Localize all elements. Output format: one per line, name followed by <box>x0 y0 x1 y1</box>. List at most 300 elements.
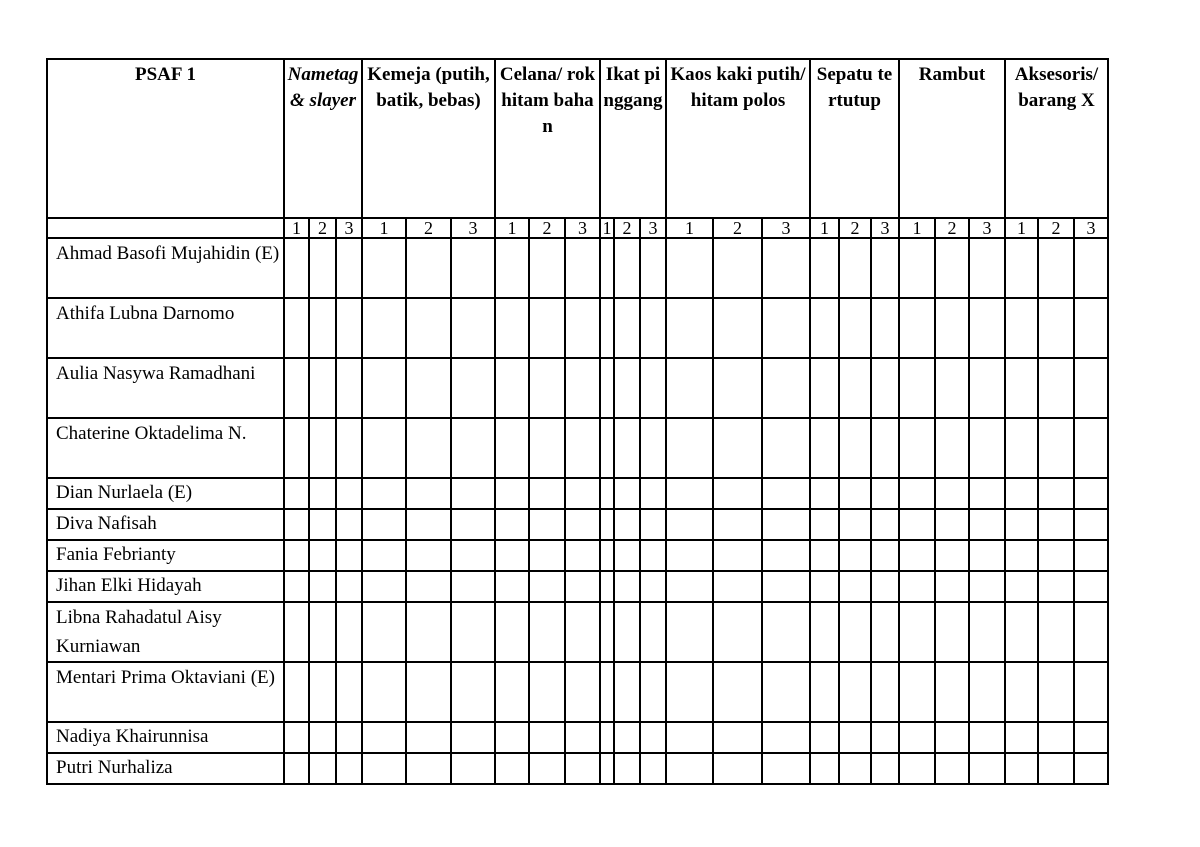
score-cell[interactable] <box>969 722 1005 753</box>
score-cell[interactable] <box>451 571 495 602</box>
score-cell[interactable] <box>309 540 336 571</box>
score-cell[interactable] <box>810 662 839 722</box>
score-cell[interactable] <box>495 571 529 602</box>
score-cell[interactable] <box>565 509 600 540</box>
score-cell[interactable] <box>614 509 640 540</box>
score-cell[interactable] <box>362 238 406 298</box>
score-cell[interactable] <box>1074 662 1108 722</box>
score-cell[interactable] <box>1038 540 1074 571</box>
score-cell[interactable] <box>1074 298 1108 358</box>
score-cell[interactable] <box>969 753 1005 784</box>
score-cell[interactable] <box>810 540 839 571</box>
score-cell[interactable] <box>762 571 810 602</box>
score-cell[interactable] <box>1074 571 1108 602</box>
score-cell[interactable] <box>666 478 713 509</box>
score-cell[interactable] <box>640 662 666 722</box>
score-cell[interactable] <box>762 358 810 418</box>
score-cell[interactable] <box>713 298 762 358</box>
score-cell[interactable] <box>565 358 600 418</box>
score-cell[interactable] <box>529 662 565 722</box>
score-cell[interactable] <box>600 478 614 509</box>
score-cell[interactable] <box>1005 238 1038 298</box>
score-cell[interactable] <box>899 753 935 784</box>
score-cell[interactable] <box>284 722 309 753</box>
score-cell[interactable] <box>713 478 762 509</box>
score-cell[interactable] <box>1038 722 1074 753</box>
score-cell[interactable] <box>406 298 451 358</box>
score-cell[interactable] <box>336 722 362 753</box>
score-cell[interactable] <box>762 509 810 540</box>
score-cell[interactable] <box>309 509 336 540</box>
score-cell[interactable] <box>666 358 713 418</box>
column-group-header: Kaos kaki putih/hitam polos <box>666 59 810 218</box>
score-cell[interactable] <box>1038 298 1074 358</box>
score-cell[interactable] <box>839 602 871 662</box>
score-cell[interactable] <box>871 509 899 540</box>
score-cell[interactable] <box>1038 571 1074 602</box>
score-cell[interactable] <box>1038 662 1074 722</box>
score-cell[interactable] <box>362 540 406 571</box>
score-cell[interactable] <box>935 238 969 298</box>
score-cell[interactable] <box>336 753 362 784</box>
score-cell[interactable] <box>336 418 362 478</box>
score-cell[interactable] <box>614 540 640 571</box>
score-cell[interactable] <box>969 478 1005 509</box>
score-cell[interactable] <box>529 238 565 298</box>
score-cell[interactable] <box>495 540 529 571</box>
table-row <box>47 662 1108 722</box>
score-cell[interactable] <box>406 540 451 571</box>
score-cell[interactable] <box>810 753 839 784</box>
score-cell[interactable] <box>362 418 406 478</box>
score-cell[interactable] <box>762 298 810 358</box>
score-cell[interactable] <box>640 540 666 571</box>
score-cell[interactable] <box>529 753 565 784</box>
score-cell[interactable] <box>935 753 969 784</box>
score-cell[interactable] <box>1074 509 1108 540</box>
score-cell[interactable] <box>810 722 839 753</box>
score-cell[interactable] <box>614 753 640 784</box>
score-cell[interactable] <box>713 753 762 784</box>
score-cell[interactable] <box>969 602 1005 662</box>
score-cell[interactable] <box>871 753 899 784</box>
score-cell[interactable] <box>495 662 529 722</box>
score-cell[interactable] <box>935 298 969 358</box>
score-cell[interactable] <box>935 478 969 509</box>
score-cell[interactable] <box>762 238 810 298</box>
score-cell[interactable] <box>1005 602 1038 662</box>
score-cell[interactable] <box>871 478 899 509</box>
score-cell[interactable] <box>614 722 640 753</box>
score-cell[interactable] <box>406 418 451 478</box>
score-cell[interactable] <box>899 478 935 509</box>
score-cell[interactable] <box>451 358 495 418</box>
score-cell[interactable] <box>935 662 969 722</box>
score-cell[interactable] <box>1074 238 1108 298</box>
score-cell[interactable] <box>600 358 614 418</box>
score-cell[interactable] <box>666 418 713 478</box>
score-cell[interactable] <box>839 571 871 602</box>
score-cell[interactable] <box>1074 358 1108 418</box>
score-cell[interactable] <box>762 722 810 753</box>
sub-column-number: 3 <box>1074 218 1108 238</box>
score-cell[interactable] <box>451 753 495 784</box>
score-cell[interactable] <box>871 358 899 418</box>
score-cell[interactable] <box>600 298 614 358</box>
score-cell[interactable] <box>614 602 640 662</box>
score-cell[interactable] <box>495 298 529 358</box>
score-cell[interactable] <box>969 571 1005 602</box>
score-cell[interactable] <box>309 298 336 358</box>
score-cell[interactable] <box>839 358 871 418</box>
score-cell[interactable] <box>336 478 362 509</box>
table-row <box>47 478 1108 509</box>
score-cell[interactable] <box>284 571 309 602</box>
score-cell[interactable] <box>336 358 362 418</box>
score-cell[interactable] <box>899 540 935 571</box>
score-cell[interactable] <box>713 571 762 602</box>
score-cell[interactable] <box>565 418 600 478</box>
score-cell[interactable] <box>1005 753 1038 784</box>
score-cell[interactable] <box>713 602 762 662</box>
score-cell[interactable] <box>640 358 666 418</box>
score-cell[interactable] <box>529 571 565 602</box>
score-cell[interactable] <box>1038 509 1074 540</box>
score-cell[interactable] <box>406 722 451 753</box>
score-cell[interactable] <box>1005 571 1038 602</box>
score-cell[interactable] <box>614 238 640 298</box>
score-cell[interactable] <box>309 358 336 418</box>
score-cell[interactable] <box>810 602 839 662</box>
score-cell[interactable] <box>762 540 810 571</box>
score-cell[interactable] <box>1005 540 1038 571</box>
score-cell[interactable] <box>640 478 666 509</box>
score-cell[interactable] <box>362 509 406 540</box>
score-cell[interactable] <box>336 509 362 540</box>
score-cell[interactable] <box>284 602 309 662</box>
score-cell[interactable] <box>495 478 529 509</box>
score-cell[interactable] <box>406 571 451 602</box>
table-row <box>47 753 1108 784</box>
score-cell[interactable] <box>529 358 565 418</box>
score-cell[interactable] <box>713 418 762 478</box>
score-cell[interactable] <box>600 753 614 784</box>
score-cell[interactable] <box>713 238 762 298</box>
score-cell[interactable] <box>1005 722 1038 753</box>
score-cell[interactable] <box>1005 662 1038 722</box>
score-cell[interactable] <box>762 753 810 784</box>
score-cell[interactable] <box>614 358 640 418</box>
score-cell[interactable] <box>565 571 600 602</box>
score-cell[interactable] <box>600 602 614 662</box>
score-cell[interactable] <box>666 662 713 722</box>
score-cell[interactable] <box>935 571 969 602</box>
score-cell[interactable] <box>362 358 406 418</box>
score-cell[interactable] <box>406 478 451 509</box>
score-cell[interactable] <box>336 662 362 722</box>
score-cell[interactable] <box>614 662 640 722</box>
score-cell[interactable] <box>839 418 871 478</box>
score-cell[interactable] <box>666 571 713 602</box>
score-cell[interactable] <box>839 509 871 540</box>
score-cell[interactable] <box>1005 298 1038 358</box>
score-cell[interactable] <box>871 571 899 602</box>
score-cell[interactable] <box>406 753 451 784</box>
score-cell[interactable] <box>871 662 899 722</box>
score-cell[interactable] <box>640 602 666 662</box>
score-cell[interactable] <box>451 418 495 478</box>
score-cell[interactable] <box>614 478 640 509</box>
score-cell[interactable] <box>640 509 666 540</box>
score-cell[interactable] <box>565 298 600 358</box>
score-cell[interactable] <box>451 540 495 571</box>
score-cell[interactable] <box>529 722 565 753</box>
score-cell[interactable] <box>1074 478 1108 509</box>
score-cell[interactable] <box>810 509 839 540</box>
score-cell[interactable] <box>309 418 336 478</box>
score-cell[interactable] <box>871 722 899 753</box>
score-cell[interactable] <box>969 358 1005 418</box>
score-cell[interactable] <box>600 509 614 540</box>
score-cell[interactable] <box>362 478 406 509</box>
score-cell[interactable] <box>362 722 406 753</box>
score-cell[interactable] <box>565 722 600 753</box>
score-cell[interactable] <box>899 571 935 602</box>
score-cell[interactable] <box>451 722 495 753</box>
score-cell[interactable] <box>362 571 406 602</box>
score-cell[interactable] <box>762 662 810 722</box>
score-cell[interactable] <box>451 478 495 509</box>
score-cell[interactable] <box>495 602 529 662</box>
score-cell[interactable] <box>871 298 899 358</box>
score-cell[interactable] <box>899 722 935 753</box>
score-cell[interactable] <box>839 722 871 753</box>
score-cell[interactable] <box>713 662 762 722</box>
score-cell[interactable] <box>810 478 839 509</box>
score-cell[interactable] <box>666 509 713 540</box>
score-cell[interactable] <box>495 509 529 540</box>
score-cell[interactable] <box>713 540 762 571</box>
score-cell[interactable] <box>969 540 1005 571</box>
score-cell[interactable] <box>336 298 362 358</box>
score-cell[interactable] <box>713 722 762 753</box>
score-cell[interactable] <box>899 238 935 298</box>
score-cell[interactable] <box>762 602 810 662</box>
score-cell[interactable] <box>406 358 451 418</box>
score-cell[interactable] <box>495 238 529 298</box>
score-cell[interactable] <box>600 571 614 602</box>
score-cell[interactable] <box>600 418 614 478</box>
score-cell[interactable] <box>284 662 309 722</box>
score-cell[interactable] <box>871 602 899 662</box>
score-cell[interactable] <box>600 722 614 753</box>
score-cell[interactable] <box>969 662 1005 722</box>
score-cell[interactable] <box>666 238 713 298</box>
score-cell[interactable] <box>406 602 451 662</box>
score-cell[interactable] <box>839 753 871 784</box>
score-cell[interactable] <box>839 298 871 358</box>
score-cell[interactable] <box>600 238 614 298</box>
score-cell[interactable] <box>762 478 810 509</box>
score-cell[interactable] <box>406 509 451 540</box>
score-cell[interactable] <box>899 418 935 478</box>
score-cell[interactable] <box>839 238 871 298</box>
score-cell[interactable] <box>451 509 495 540</box>
score-cell[interactable] <box>839 478 871 509</box>
score-cell[interactable] <box>969 238 1005 298</box>
score-cell[interactable] <box>640 418 666 478</box>
score-cell[interactable] <box>495 418 529 478</box>
score-cell[interactable] <box>336 238 362 298</box>
score-cell[interactable] <box>1038 238 1074 298</box>
score-cell[interactable] <box>336 571 362 602</box>
table-row <box>47 358 1108 418</box>
score-cell[interactable] <box>713 509 762 540</box>
score-cell[interactable] <box>640 753 666 784</box>
score-cell[interactable] <box>495 722 529 753</box>
score-cell[interactable] <box>309 478 336 509</box>
score-cell[interactable] <box>600 662 614 722</box>
score-cell[interactable] <box>1074 602 1108 662</box>
sub-column-number: 2 <box>309 218 336 238</box>
score-cell[interactable] <box>565 602 600 662</box>
score-cell[interactable] <box>969 509 1005 540</box>
score-cell[interactable] <box>871 238 899 298</box>
score-cell[interactable] <box>1074 540 1108 571</box>
sub-column-number: 1 <box>495 218 529 238</box>
score-cell[interactable] <box>362 753 406 784</box>
score-cell[interactable] <box>810 238 839 298</box>
score-cell[interactable] <box>529 509 565 540</box>
score-cell[interactable] <box>309 753 336 784</box>
score-cell[interactable] <box>406 238 451 298</box>
score-cell[interactable] <box>935 358 969 418</box>
score-cell[interactable] <box>666 602 713 662</box>
score-cell[interactable] <box>600 540 614 571</box>
score-cell[interactable] <box>284 478 309 509</box>
score-cell[interactable] <box>614 298 640 358</box>
score-cell[interactable] <box>666 540 713 571</box>
score-cell[interactable] <box>839 662 871 722</box>
score-cell[interactable] <box>640 238 666 298</box>
student-name: Libna Rahadatul Aisy Kurniawan <box>47 602 284 662</box>
score-cell[interactable] <box>362 298 406 358</box>
score-cell[interactable] <box>935 418 969 478</box>
score-cell[interactable] <box>284 509 309 540</box>
score-cell[interactable] <box>309 722 336 753</box>
score-cell[interactable] <box>762 418 810 478</box>
score-cell[interactable] <box>1074 753 1108 784</box>
score-cell[interactable] <box>899 358 935 418</box>
score-cell[interactable] <box>451 298 495 358</box>
score-cell[interactable] <box>362 662 406 722</box>
score-cell[interactable] <box>666 722 713 753</box>
score-cell[interactable] <box>529 478 565 509</box>
score-cell[interactable] <box>1074 418 1108 478</box>
score-cell[interactable] <box>284 298 309 358</box>
score-cell[interactable] <box>565 662 600 722</box>
score-cell[interactable] <box>451 238 495 298</box>
score-cell[interactable] <box>309 238 336 298</box>
score-cell[interactable] <box>810 418 839 478</box>
score-cell[interactable] <box>969 298 1005 358</box>
score-cell[interactable] <box>1005 358 1038 418</box>
score-cell[interactable] <box>565 478 600 509</box>
score-cell[interactable] <box>935 540 969 571</box>
score-cell[interactable] <box>1038 358 1074 418</box>
score-cell[interactable] <box>309 662 336 722</box>
score-cell[interactable] <box>640 722 666 753</box>
score-cell[interactable] <box>336 602 362 662</box>
score-cell[interactable] <box>284 418 309 478</box>
score-cell[interactable] <box>810 358 839 418</box>
score-cell[interactable] <box>565 753 600 784</box>
score-cell[interactable] <box>810 298 839 358</box>
student-name: Nadiya Khairunnisa <box>47 722 284 753</box>
score-cell[interactable] <box>871 540 899 571</box>
score-cell[interactable] <box>666 753 713 784</box>
score-cell[interactable] <box>839 540 871 571</box>
score-cell[interactable] <box>935 509 969 540</box>
score-cell[interactable] <box>1005 418 1038 478</box>
score-cell[interactable] <box>1038 753 1074 784</box>
score-cell[interactable] <box>284 753 309 784</box>
score-cell[interactable] <box>935 602 969 662</box>
score-cell[interactable] <box>810 571 839 602</box>
score-cell[interactable] <box>1005 478 1038 509</box>
score-cell[interactable] <box>935 722 969 753</box>
score-cell[interactable] <box>529 298 565 358</box>
score-cell[interactable] <box>309 571 336 602</box>
sub-column-number: 2 <box>614 218 640 238</box>
score-cell[interactable] <box>899 662 935 722</box>
score-cell[interactable] <box>495 358 529 418</box>
score-cell[interactable] <box>336 540 362 571</box>
score-cell[interactable] <box>899 509 935 540</box>
score-cell[interactable] <box>969 418 1005 478</box>
score-cell[interactable] <box>495 753 529 784</box>
score-cell[interactable] <box>1038 478 1074 509</box>
score-cell[interactable] <box>284 238 309 298</box>
score-cell[interactable] <box>451 602 495 662</box>
score-cell[interactable] <box>309 602 336 662</box>
score-cell[interactable] <box>614 571 640 602</box>
score-cell[interactable] <box>899 602 935 662</box>
score-cell[interactable] <box>406 662 451 722</box>
score-cell[interactable] <box>1005 509 1038 540</box>
score-cell[interactable] <box>565 540 600 571</box>
score-cell[interactable] <box>1038 418 1074 478</box>
score-cell[interactable] <box>1038 602 1074 662</box>
score-cell[interactable] <box>1074 722 1108 753</box>
header-row <box>47 59 1108 218</box>
score-cell[interactable] <box>899 298 935 358</box>
score-cell[interactable] <box>529 418 565 478</box>
score-cell[interactable] <box>614 418 640 478</box>
score-cell[interactable] <box>284 358 309 418</box>
score-cell[interactable] <box>565 238 600 298</box>
score-cell[interactable] <box>640 298 666 358</box>
score-cell[interactable] <box>529 602 565 662</box>
score-cell[interactable] <box>529 540 565 571</box>
score-cell[interactable] <box>284 540 309 571</box>
score-cell[interactable] <box>451 662 495 722</box>
score-cell[interactable] <box>713 358 762 418</box>
score-cell[interactable] <box>362 602 406 662</box>
score-cell[interactable] <box>640 571 666 602</box>
score-cell[interactable] <box>666 298 713 358</box>
score-cell[interactable] <box>871 418 899 478</box>
